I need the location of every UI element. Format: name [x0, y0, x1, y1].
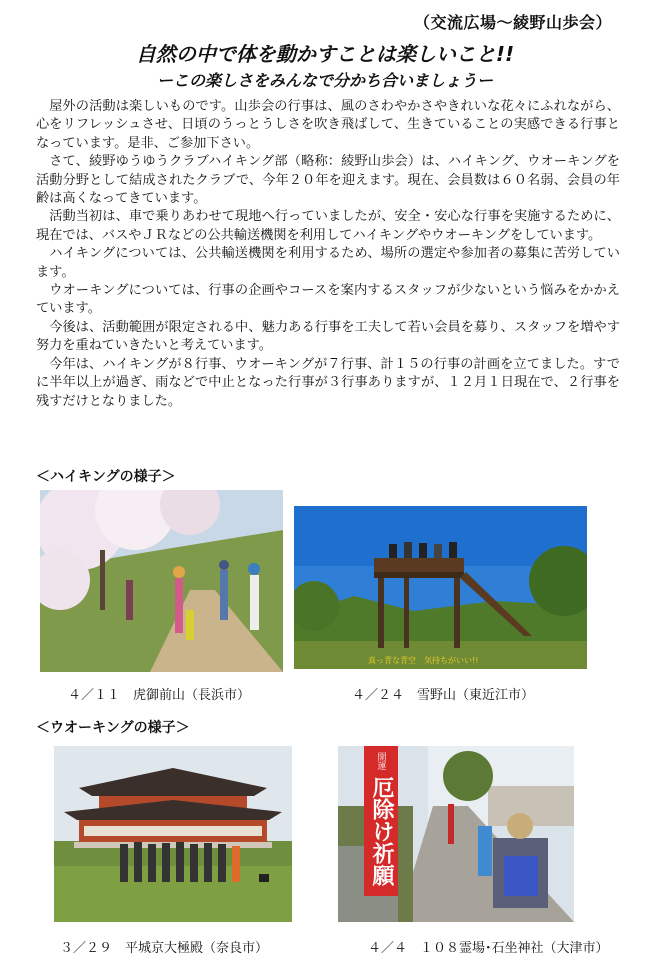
photo-daigokuden-walk	[54, 746, 292, 922]
hiking-caption-2: ４／２４ 雪野山（東近江市）	[352, 688, 535, 703]
paragraph: 今年は、ハイキングが８行事、ウオーキングが７行事、計１５の行事の計画を立てました。すでに半年以上が過ぎ、雨などで中止となった行事が３行事ありますが、１２月１日現在で、２行事を残すだけとなりました。	[36, 356, 620, 409]
hiking-caption-1: ４／１１ 虎御前山（長浜市）	[68, 688, 251, 703]
photo-shrine-walk	[338, 746, 574, 922]
walking-caption-2: ４／４ １０８霊場･石坐神社（大津市）	[368, 941, 609, 956]
subheadline: ーこの楽しさをみんなで分かち合いましょうー	[156, 71, 493, 90]
walking-caption-1: ３／２９ 平城京大極殿（奈良市）	[60, 941, 269, 956]
paragraph: さて、綾野ゆうゆうクラブハイキング部（略称：綾野山歩会）は、ハイキング、ウオーキングを活動分野として結成されたクラブで、今年２０年を迎えます。現在、会員数は６０名弱、会員の年齢は高くなってきています。	[36, 154, 620, 207]
paragraph: ハイキングについては、公共輸送機関を利用するため、場所の選定や参加者の募集に苦労しています。	[36, 246, 620, 280]
paragraph: ウオーキングについては、行事の企画やコースを案内するスタッフが少ないという悩みをかかえています。	[36, 283, 620, 317]
headline: 自然の中で体を動かすことは楽しいこと!!	[135, 42, 515, 66]
photo-observation-deck-hike	[294, 506, 587, 669]
shrine-banner	[364, 746, 398, 896]
article-body	[36, 98, 620, 411]
section-tag: （交流広場～綾野山歩会）	[413, 13, 612, 32]
banner-top-text: 開運	[375, 752, 386, 770]
paragraph: 今後は、活動範囲が限定される中、魅力ある行事を工夫して若い会員を募り、スタッフを増やす努力を重ねていきたいと考えています。	[36, 319, 620, 354]
paragraph: 屋外の活動は楽しいものです。山歩会の行事は、風のさわやかさやきれいな花々にふれながら、心をリフレッシュさせ、日頃のうっとうしさを吹き飛ばして、生きていることの実感できる行事となっています。是非、ご参加下さい。	[36, 99, 620, 151]
banner-text: 厄除け祈願	[369, 776, 394, 886]
paragraph: 活動当初は、車で乗りあわせて現地へ行っていましたが、安全・安心な行事を実施するために、現在では、バスやＪＲなどの公共輸送機関を利用してハイキングやウオーキングをしています。	[36, 209, 620, 243]
hiking-heading: ＜ハイキングの様子＞	[36, 469, 176, 485]
photo-cherry-blossom-hike	[40, 490, 283, 672]
walking-heading: ＜ウオーキングの様子＞	[36, 720, 190, 736]
photo-overlay-text: 真っ青な青空 気持ちがいい!!	[368, 656, 479, 665]
